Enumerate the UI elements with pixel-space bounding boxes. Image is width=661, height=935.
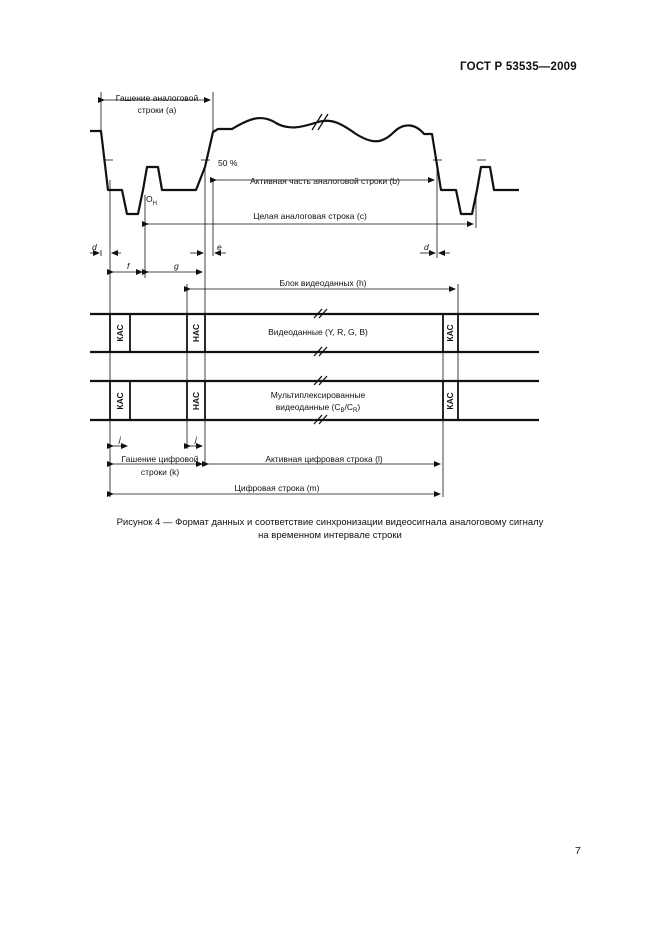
g-label: g	[174, 261, 179, 271]
j-left-label: j	[119, 434, 121, 444]
whole-analog-line-label: Целая аналоговая строка (c)	[253, 211, 367, 221]
mux-label-1: Мультиплексированные	[270, 390, 366, 400]
video-block-label: Блок видеоданных (h)	[279, 278, 367, 288]
dimension-arrows	[90, 100, 473, 494]
d-right-label: d	[424, 242, 429, 252]
standard-header: ГОСТ Р 53535—2009	[460, 61, 577, 73]
d-left-label: d	[92, 242, 97, 252]
kas-label-2: КАС	[445, 324, 455, 342]
nas-label-2: НАС	[191, 391, 201, 411]
analog-blanking-label-1: Гашение аналоговой	[115, 93, 199, 103]
reference-lines	[101, 92, 486, 497]
video-data-label: Видеоданные (Y, R, G, B)	[268, 327, 368, 337]
kas-label-1: КАС	[115, 324, 125, 342]
kas-label-3: КАС	[115, 392, 125, 410]
page-number: 7	[575, 845, 581, 857]
analog-blanking-label-2: строки (a)	[137, 105, 177, 115]
analog-waveform	[90, 118, 519, 214]
active-digital-label: Активная цифровая строка (l)	[265, 454, 383, 464]
active-analog-label: Активная часть аналоговой строки (b)	[250, 176, 400, 186]
j-right-label: j	[195, 434, 197, 444]
digital-blanking-label-2: строки (k)	[140, 467, 180, 477]
e-label: e	[217, 242, 222, 252]
nas-label-1: НАС	[191, 323, 201, 343]
caption-line-1: Рисунок 4 — Формат данных и соответствие синхронизации видеосигнала аналоговому сигналу	[116, 517, 544, 528]
fifty-percent-label: 50 %	[218, 158, 238, 168]
kas-label-4: КАС	[445, 392, 455, 410]
mux-label-2: видеоданные $(C_B/C_R)$	[275, 402, 361, 414]
digital-blanking-label-1: Гашение цифровой	[121, 454, 199, 464]
digital-line-label: Цифровая строка (m)	[234, 483, 320, 493]
f-label: f	[127, 261, 130, 271]
figure-caption	[60, 516, 600, 542]
caption-line-2: на временном интервале строки	[258, 530, 402, 541]
oh-label: $O_H$	[146, 194, 157, 207]
